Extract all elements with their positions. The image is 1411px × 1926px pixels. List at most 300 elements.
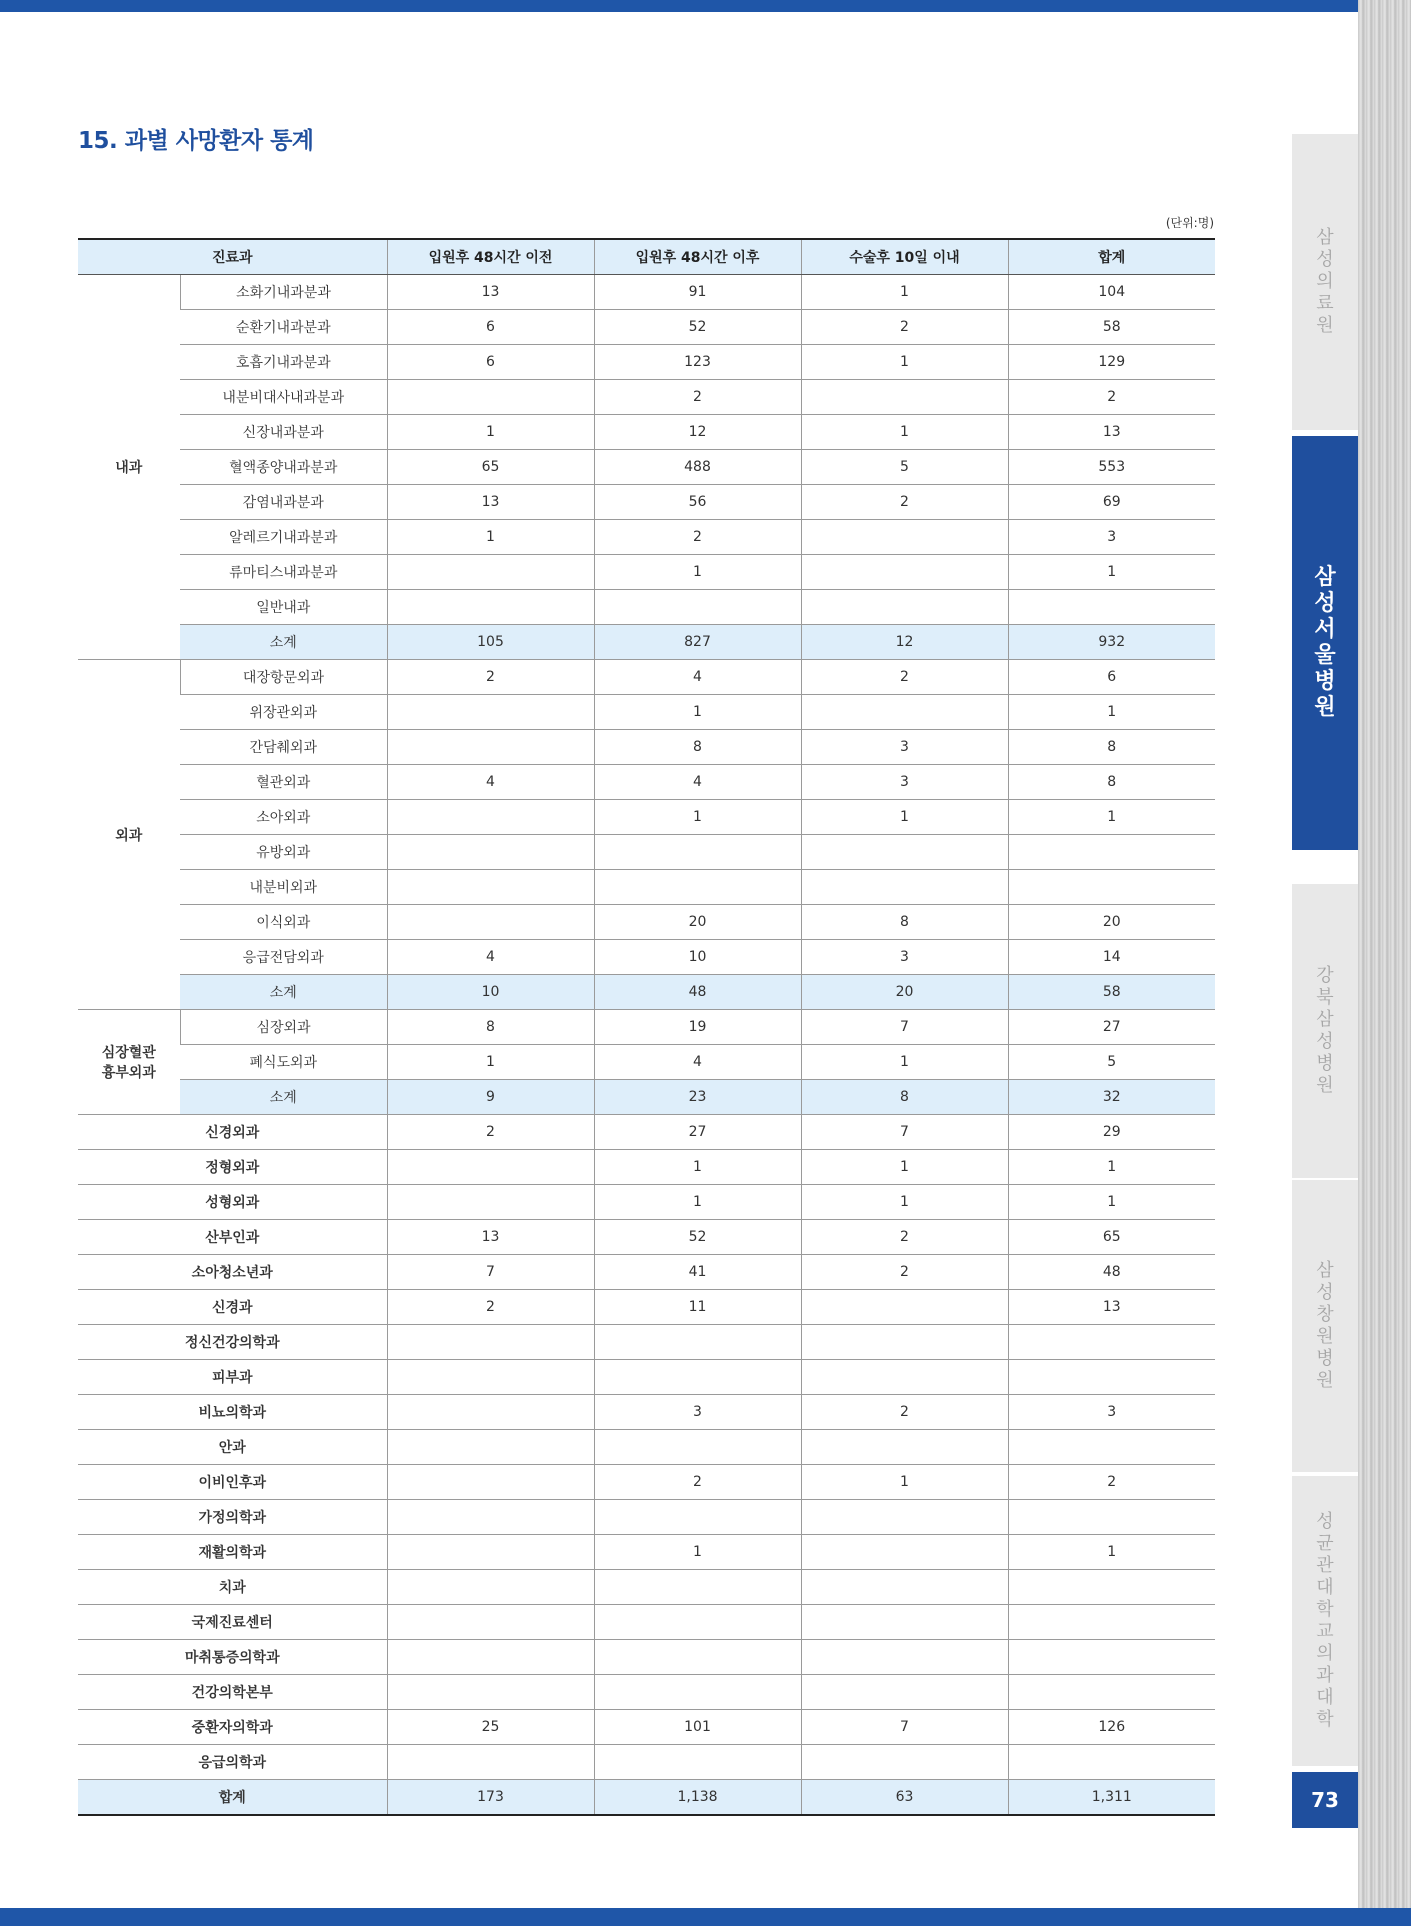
side-tab-char: 삼 <box>1314 565 1336 590</box>
value-cell <box>594 1570 801 1605</box>
value-cell: 1 <box>594 1185 801 1220</box>
value-cell: 101 <box>594 1710 801 1745</box>
value-cell <box>1008 1640 1215 1675</box>
value-cell: 1 <box>387 520 594 555</box>
total-row <box>78 1780 1215 1816</box>
department-label: 폐식도외과 <box>180 1045 387 1080</box>
department-label: 호흡기내과분과 <box>180 345 387 380</box>
table-row <box>78 940 1215 975</box>
value-cell: 5 <box>1008 1045 1215 1080</box>
value-cell <box>387 730 594 765</box>
side-tab-char: 원 <box>1316 1075 1334 1096</box>
side-tab-char: 북 <box>1316 987 1334 1008</box>
value-cell: 1 <box>594 695 801 730</box>
side-tab-char: 관 <box>1316 1555 1334 1576</box>
category-label-line2: 흉부외과 <box>101 1065 156 1081</box>
department-label: 내분비외과 <box>180 870 387 905</box>
side-tab-2[interactable] <box>1292 884 1358 1178</box>
value-cell: 19 <box>594 1010 801 1045</box>
value-cell: 2 <box>1008 380 1215 415</box>
value-cell: 13 <box>387 485 594 520</box>
table-row <box>78 1115 1215 1150</box>
table-row <box>78 1290 1215 1325</box>
value-cell: 32 <box>1008 1080 1215 1115</box>
side-tab-char: 대 <box>1316 1577 1334 1598</box>
side-tab-char: 서 <box>1314 617 1336 642</box>
department-label: 순환기내과분과 <box>180 310 387 345</box>
value-cell <box>387 835 594 870</box>
side-tab-char: 료 <box>1316 293 1334 314</box>
value-cell <box>387 1430 594 1465</box>
side-tab-label <box>1292 965 1358 1097</box>
table-row <box>78 1430 1215 1465</box>
value-cell: 20 <box>801 975 1008 1010</box>
value-cell <box>801 1500 1008 1535</box>
value-cell: 553 <box>1008 450 1215 485</box>
value-cell: 1 <box>801 1150 1008 1185</box>
value-cell: 1 <box>1008 1185 1215 1220</box>
value-cell: 27 <box>1008 1010 1215 1045</box>
value-cell: 1 <box>1008 555 1215 590</box>
table-row <box>78 1640 1215 1675</box>
value-cell: 1 <box>801 1185 1008 1220</box>
value-cell: 7 <box>801 1710 1008 1745</box>
value-cell: 65 <box>1008 1220 1215 1255</box>
value-cell: 4 <box>594 660 801 695</box>
value-cell: 2 <box>801 1255 1008 1290</box>
value-cell: 7 <box>801 1010 1008 1045</box>
value-cell <box>801 870 1008 905</box>
value-cell: 8 <box>387 1010 594 1045</box>
department-label: 신경외과 <box>78 1115 387 1150</box>
side-tab-label <box>1292 227 1358 337</box>
value-cell: 4 <box>387 940 594 975</box>
value-cell: 91 <box>594 275 801 310</box>
value-cell <box>801 1290 1008 1325</box>
value-cell: 4 <box>594 765 801 800</box>
side-tab-char: 성 <box>1316 1031 1334 1052</box>
table-row <box>78 765 1215 800</box>
table-row <box>78 870 1215 905</box>
department-label: 치과 <box>78 1570 387 1605</box>
value-cell <box>387 555 594 590</box>
table-row <box>78 1325 1215 1360</box>
department-label: 비뇨의학과 <box>78 1395 387 1430</box>
department-label: 마취통증의학과 <box>78 1640 387 1675</box>
value-cell: 1 <box>594 800 801 835</box>
subtotal-row <box>78 1080 1215 1115</box>
value-cell <box>387 1535 594 1570</box>
bottom-edge-strip <box>0 1908 1411 1926</box>
side-tab-char: 학 <box>1316 1709 1334 1730</box>
value-cell: 48 <box>594 975 801 1010</box>
department-label: 소화기내과분과 <box>180 275 387 310</box>
value-cell: 4 <box>594 1045 801 1080</box>
department-label: 혈액종양내과분과 <box>180 450 387 485</box>
table-row <box>78 1710 1215 1745</box>
value-cell: 8 <box>1008 765 1215 800</box>
department-label: 안과 <box>78 1430 387 1465</box>
table-row <box>78 1535 1215 1570</box>
value-cell <box>801 1325 1008 1360</box>
table-row <box>78 310 1215 345</box>
side-tab-char: 성 <box>1314 591 1336 616</box>
table-row <box>78 415 1215 450</box>
department-label: 응급전담외과 <box>180 940 387 975</box>
value-cell <box>594 1745 801 1780</box>
value-cell <box>1008 1605 1215 1640</box>
side-tab-char: 강 <box>1316 965 1334 986</box>
department-label: 이비인후과 <box>78 1465 387 1500</box>
value-cell: 29 <box>1008 1115 1215 1150</box>
value-cell: 2 <box>387 1290 594 1325</box>
value-cell <box>594 1360 801 1395</box>
value-cell: 8 <box>1008 730 1215 765</box>
department-label: 산부인과 <box>78 1220 387 1255</box>
value-cell: 52 <box>594 1220 801 1255</box>
value-cell <box>594 835 801 870</box>
department-label: 신경과 <box>78 1290 387 1325</box>
table-row <box>78 380 1215 415</box>
table-row <box>78 905 1215 940</box>
department-label: 위장관외과 <box>180 695 387 730</box>
value-cell: 104 <box>1008 275 1215 310</box>
value-cell <box>387 1465 594 1500</box>
value-cell: 56 <box>594 485 801 520</box>
side-tab-char: 병 <box>1316 1053 1334 1074</box>
value-cell: 58 <box>1008 310 1215 345</box>
value-cell <box>594 1325 801 1360</box>
value-cell <box>1008 1570 1215 1605</box>
side-tab-0[interactable] <box>1292 134 1358 430</box>
subtotal-label: 소계 <box>180 975 387 1010</box>
value-cell: 8 <box>801 905 1008 940</box>
value-cell: 3 <box>801 940 1008 975</box>
value-cell <box>387 695 594 730</box>
value-cell: 2 <box>594 1465 801 1500</box>
value-cell: 3 <box>801 765 1008 800</box>
value-cell <box>387 1745 594 1780</box>
total-label: 합계 <box>78 1780 387 1816</box>
department-label: 대장항문외과 <box>180 660 387 695</box>
department-label: 알레르기내과분과 <box>180 520 387 555</box>
value-cell: 2 <box>594 520 801 555</box>
header-before-48h: 입원후 48시간 이전 <box>387 239 594 275</box>
value-cell <box>1008 1430 1215 1465</box>
value-cell <box>387 1500 594 1535</box>
table-row <box>78 800 1215 835</box>
value-cell <box>594 590 801 625</box>
value-cell: 1 <box>594 555 801 590</box>
top-edge-strip <box>0 0 1411 12</box>
value-cell: 69 <box>1008 485 1215 520</box>
department-label: 가정의학과 <box>78 1500 387 1535</box>
category-label: 외과 <box>78 660 180 1010</box>
value-cell: 1 <box>801 1465 1008 1500</box>
value-cell: 105 <box>387 625 594 660</box>
value-cell: 58 <box>1008 975 1215 1010</box>
side-tab-char: 창 <box>1316 1304 1334 1325</box>
value-cell: 5 <box>801 450 1008 485</box>
category-label: 내과 <box>78 275 180 660</box>
table-row <box>78 1255 1215 1290</box>
unit-label: (단위:명) <box>1165 216 1214 230</box>
value-cell: 1,138 <box>594 1780 801 1816</box>
table-row <box>78 835 1215 870</box>
value-cell: 3 <box>594 1395 801 1430</box>
value-cell: 2 <box>801 485 1008 520</box>
value-cell: 7 <box>387 1255 594 1290</box>
table-row <box>78 345 1215 380</box>
value-cell <box>801 1570 1008 1605</box>
side-tab-char: 원 <box>1316 1370 1334 1391</box>
value-cell <box>1008 835 1215 870</box>
value-cell <box>801 380 1008 415</box>
value-cell: 2 <box>801 310 1008 345</box>
value-cell: 1 <box>387 1045 594 1080</box>
table-row <box>78 1605 1215 1640</box>
table-body <box>78 275 1215 1816</box>
department-label: 내분비대사내과분과 <box>180 380 387 415</box>
table-row <box>78 1745 1215 1780</box>
value-cell: 173 <box>387 1780 594 1816</box>
table-row <box>78 275 1215 310</box>
value-cell <box>387 1570 594 1605</box>
value-cell: 52 <box>594 310 801 345</box>
value-cell <box>801 555 1008 590</box>
table-header-row <box>78 239 1215 275</box>
department-label: 유방외과 <box>180 835 387 870</box>
value-cell <box>801 1605 1008 1640</box>
side-tab-char: 삼 <box>1316 1260 1334 1281</box>
department-label: 간담췌외과 <box>180 730 387 765</box>
value-cell <box>387 1605 594 1640</box>
department-label: 이식외과 <box>180 905 387 940</box>
value-cell <box>801 695 1008 730</box>
subtotal-row <box>78 625 1215 660</box>
value-cell <box>387 905 594 940</box>
side-tab-char: 원 <box>1314 695 1336 720</box>
value-cell: 2 <box>594 380 801 415</box>
value-cell: 1 <box>1008 1150 1215 1185</box>
table-row <box>78 660 1215 695</box>
value-cell: 23 <box>594 1080 801 1115</box>
value-cell: 8 <box>801 1080 1008 1115</box>
value-cell: 1 <box>1008 800 1215 835</box>
value-cell: 9 <box>387 1080 594 1115</box>
table-row <box>78 555 1215 590</box>
header-after-48h: 입원후 48시간 이후 <box>594 239 801 275</box>
side-tab-char: 의 <box>1316 271 1334 292</box>
department-label: 감염내과분과 <box>180 485 387 520</box>
value-cell: 63 <box>801 1780 1008 1816</box>
value-cell <box>801 835 1008 870</box>
subtotal-row <box>78 975 1215 1010</box>
value-cell: 20 <box>1008 905 1215 940</box>
department-label: 응급의학과 <box>78 1745 387 1780</box>
header-within-10d-surgery: 수술후 10일 이내 <box>801 239 1008 275</box>
department-label: 정신건강의학과 <box>78 1325 387 1360</box>
value-cell <box>801 590 1008 625</box>
side-tab-label <box>1292 565 1358 721</box>
side-tab-char: 학 <box>1316 1599 1334 1620</box>
side-tab-char: 울 <box>1314 643 1336 668</box>
value-cell <box>387 1395 594 1430</box>
table-row <box>78 450 1215 485</box>
value-cell <box>801 1745 1008 1780</box>
value-cell <box>594 1675 801 1710</box>
department-label: 일반내과 <box>180 590 387 625</box>
side-tab-char: 병 <box>1316 1348 1334 1369</box>
side-tab-4[interactable] <box>1292 1476 1358 1766</box>
side-tab-char: 대 <box>1316 1687 1334 1708</box>
value-cell: 2 <box>801 1220 1008 1255</box>
value-cell: 827 <box>594 625 801 660</box>
value-cell: 2 <box>1008 1465 1215 1500</box>
value-cell: 10 <box>387 975 594 1010</box>
table-row <box>78 1395 1215 1430</box>
department-label: 건강의학본부 <box>78 1675 387 1710</box>
department-label: 류마티스내과분과 <box>180 555 387 590</box>
value-cell <box>387 1675 594 1710</box>
department-label: 재활의학과 <box>78 1535 387 1570</box>
value-cell: 12 <box>801 625 1008 660</box>
value-cell: 2 <box>387 660 594 695</box>
value-cell <box>801 1360 1008 1395</box>
side-tab-char: 원 <box>1316 315 1334 336</box>
value-cell: 8 <box>594 730 801 765</box>
value-cell <box>801 1640 1008 1675</box>
value-cell: 13 <box>1008 415 1215 450</box>
value-cell: 65 <box>387 450 594 485</box>
side-tab-char: 성 <box>1316 1282 1334 1303</box>
department-label: 성형외과 <box>78 1185 387 1220</box>
value-cell: 27 <box>594 1115 801 1150</box>
department-label: 소아청소년과 <box>78 1255 387 1290</box>
value-cell <box>387 1150 594 1185</box>
value-cell <box>1008 1360 1215 1395</box>
side-tab-char: 성 <box>1316 1511 1334 1532</box>
value-cell: 10 <box>594 940 801 975</box>
value-cell <box>1008 590 1215 625</box>
table-row <box>78 695 1215 730</box>
value-cell: 1 <box>801 345 1008 380</box>
value-cell: 1 <box>594 1535 801 1570</box>
table-row <box>78 590 1215 625</box>
side-tab-label <box>1292 1511 1358 1731</box>
side-tab-3[interactable] <box>1292 1180 1358 1472</box>
value-cell <box>1008 1325 1215 1360</box>
value-cell: 3 <box>1008 520 1215 555</box>
value-cell: 1 <box>1008 695 1215 730</box>
page-edge <box>1358 0 1411 1926</box>
side-tab-char: 병 <box>1314 669 1336 694</box>
value-cell <box>387 870 594 905</box>
value-cell: 13 <box>1008 1290 1215 1325</box>
subtotal-label: 소계 <box>180 625 387 660</box>
value-cell: 6 <box>1008 660 1215 695</box>
department-label: 심장외과 <box>180 1010 387 1045</box>
value-cell <box>387 1185 594 1220</box>
value-cell <box>801 1430 1008 1465</box>
value-cell: 1,311 <box>1008 1780 1215 1816</box>
category-label-line1: 심장혈관 <box>101 1045 156 1061</box>
department-label: 혈관외과 <box>180 765 387 800</box>
value-cell: 13 <box>387 275 594 310</box>
side-tab-char: 삼 <box>1316 1009 1334 1030</box>
value-cell: 488 <box>594 450 801 485</box>
side-tab-char: 교 <box>1316 1621 1334 1642</box>
department-label: 국제진료센터 <box>78 1605 387 1640</box>
value-cell: 126 <box>1008 1710 1215 1745</box>
value-cell: 1 <box>801 800 1008 835</box>
header-department: 진료과 <box>78 239 387 275</box>
value-cell: 20 <box>594 905 801 940</box>
value-cell <box>801 520 1008 555</box>
value-cell: 123 <box>594 345 801 380</box>
department-label: 중환자의학과 <box>78 1710 387 1745</box>
value-cell <box>387 380 594 415</box>
value-cell: 13 <box>387 1220 594 1255</box>
side-tab-char: 과 <box>1316 1665 1334 1686</box>
table-row <box>78 1360 1215 1395</box>
table-row <box>78 1675 1215 1710</box>
value-cell: 2 <box>387 1115 594 1150</box>
value-cell: 25 <box>387 1710 594 1745</box>
side-tab-char: 성 <box>1316 249 1334 270</box>
side-tab-char: 원 <box>1316 1326 1334 1347</box>
value-cell: 3 <box>1008 1395 1215 1430</box>
table-row <box>78 1185 1215 1220</box>
side-tab-char: 의 <box>1316 1643 1334 1664</box>
table-row <box>78 1150 1215 1185</box>
table-row <box>78 1045 1215 1080</box>
value-cell: 41 <box>594 1255 801 1290</box>
value-cell: 1 <box>801 415 1008 450</box>
value-cell <box>594 1640 801 1675</box>
table-row <box>78 520 1215 555</box>
header-total: 합계 <box>1008 239 1215 275</box>
value-cell <box>387 1325 594 1360</box>
table-row <box>78 1570 1215 1605</box>
mortality-table <box>78 238 1215 1816</box>
table-row <box>78 1010 1215 1045</box>
subtotal-label: 소계 <box>180 1080 387 1115</box>
value-cell <box>594 870 801 905</box>
table-row <box>78 1465 1215 1500</box>
value-cell: 7 <box>801 1115 1008 1150</box>
value-cell: 3 <box>801 730 1008 765</box>
value-cell <box>594 1605 801 1640</box>
value-cell <box>1008 1500 1215 1535</box>
side-tab-1[interactable] <box>1292 436 1358 850</box>
value-cell <box>801 1675 1008 1710</box>
table-row <box>78 1500 1215 1535</box>
value-cell <box>387 1360 594 1395</box>
side-tab-char: 삼 <box>1316 227 1334 248</box>
value-cell: 12 <box>594 415 801 450</box>
page-number: 73 <box>1292 1772 1358 1828</box>
value-cell: 1 <box>1008 1535 1215 1570</box>
value-cell <box>1008 870 1215 905</box>
category-label <box>78 1010 180 1115</box>
value-cell: 4 <box>387 765 594 800</box>
value-cell: 2 <box>801 1395 1008 1430</box>
table-row <box>78 730 1215 765</box>
value-cell <box>594 1500 801 1535</box>
value-cell <box>387 1640 594 1675</box>
table-row <box>78 1220 1215 1255</box>
